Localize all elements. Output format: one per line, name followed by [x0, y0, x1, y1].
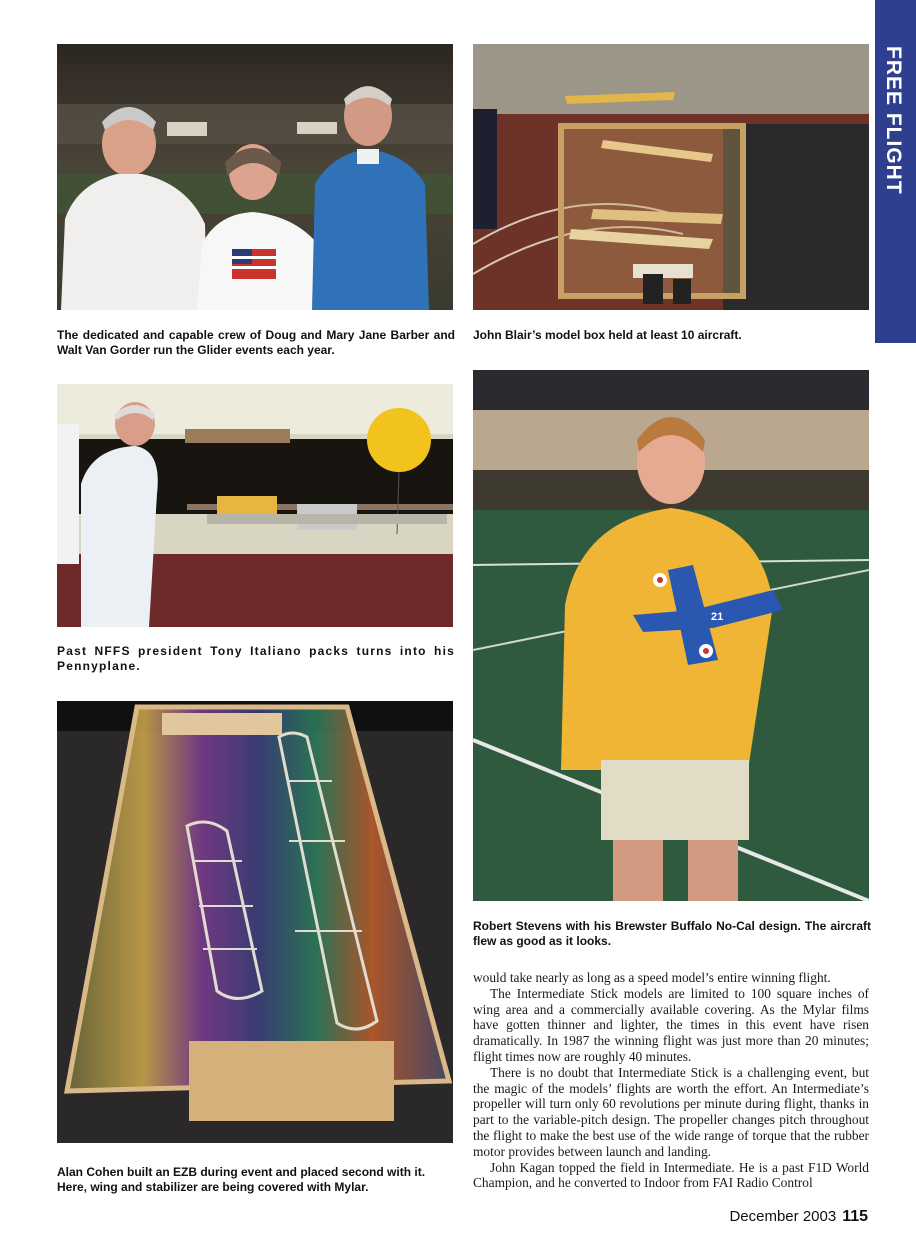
photo-tony-italiano-image	[57, 384, 453, 627]
section-tab-label: FREE FLIGHT	[882, 46, 905, 195]
article-paragraph: John Kagan topped the field in Intermediate. He is a past F1D World Champion, and he converted to Indoor from FAI Radio Control	[473, 1159, 869, 1191]
page-number: 115	[842, 1208, 868, 1225]
caption-tony-italiano: Past NFFS president Tony Italiano packs turns into his Pennyplane.	[57, 644, 455, 673]
photo-model-box	[473, 44, 869, 310]
caption-glider-crew: The dedicated and capable crew of Doug and Mary Jane Barber and Walt Van Gorder run the Glider events each year.	[57, 328, 455, 357]
caption-alan-cohen: Alan Cohen built an EZB during event and placed second with it. Here, wing and stabilizer are being covered with Mylar.	[57, 1165, 426, 1194]
photo-model-box-image	[473, 44, 869, 310]
photo-robert-stevens-image	[473, 370, 869, 901]
photo-alan-cohen-ezb-image	[57, 701, 453, 1143]
photo-glider-crew	[57, 44, 453, 310]
folio-date: December 2003	[729, 1208, 837, 1225]
photo-tony-italiano	[57, 384, 453, 627]
caption-model-box: John Blair’s model box held at least 10 aircraft.	[473, 328, 742, 342]
article-paragraph: would take nearly as long as a speed model’s entire winning flight.	[473, 970, 831, 985]
plane-number: 21	[711, 611, 724, 623]
section-tab	[875, 0, 916, 343]
article-paragraph: There is no doubt that Intermediate Stick is a challenging event, but the magic of the models’ flights are worth the effort. An Intermediate’s propeller will turn only 60 revolutions per minute during flight, thanks in part to the variable-pitch design. The propeller changes pitch throughout the flight to make the best use of the wide range of torque that the rubber motor provides between launch and landing.	[473, 1064, 869, 1159]
caption-robert-stevens: Robert Stevens with his Brewster Buffalo No-Cal design. The aircraft flew as good as it looks.	[473, 919, 871, 948]
photo-robert-stevens	[473, 370, 869, 901]
photo-glider-crew-image	[57, 44, 453, 310]
article-body	[473, 970, 869, 1191]
photo-alan-cohen-ezb	[57, 701, 453, 1143]
article-paragraph: The Intermediate Stick models are limited to 100 square inches of wing area and a commercially available covering. As the Mylar films have gotten thinner and lighter, the times in this event have risen dramatically. In 1987 the winning flight was just more than 20 minutes; flight times now are roughly 40 minutes.	[473, 985, 869, 1064]
page-folio	[729, 1208, 868, 1226]
